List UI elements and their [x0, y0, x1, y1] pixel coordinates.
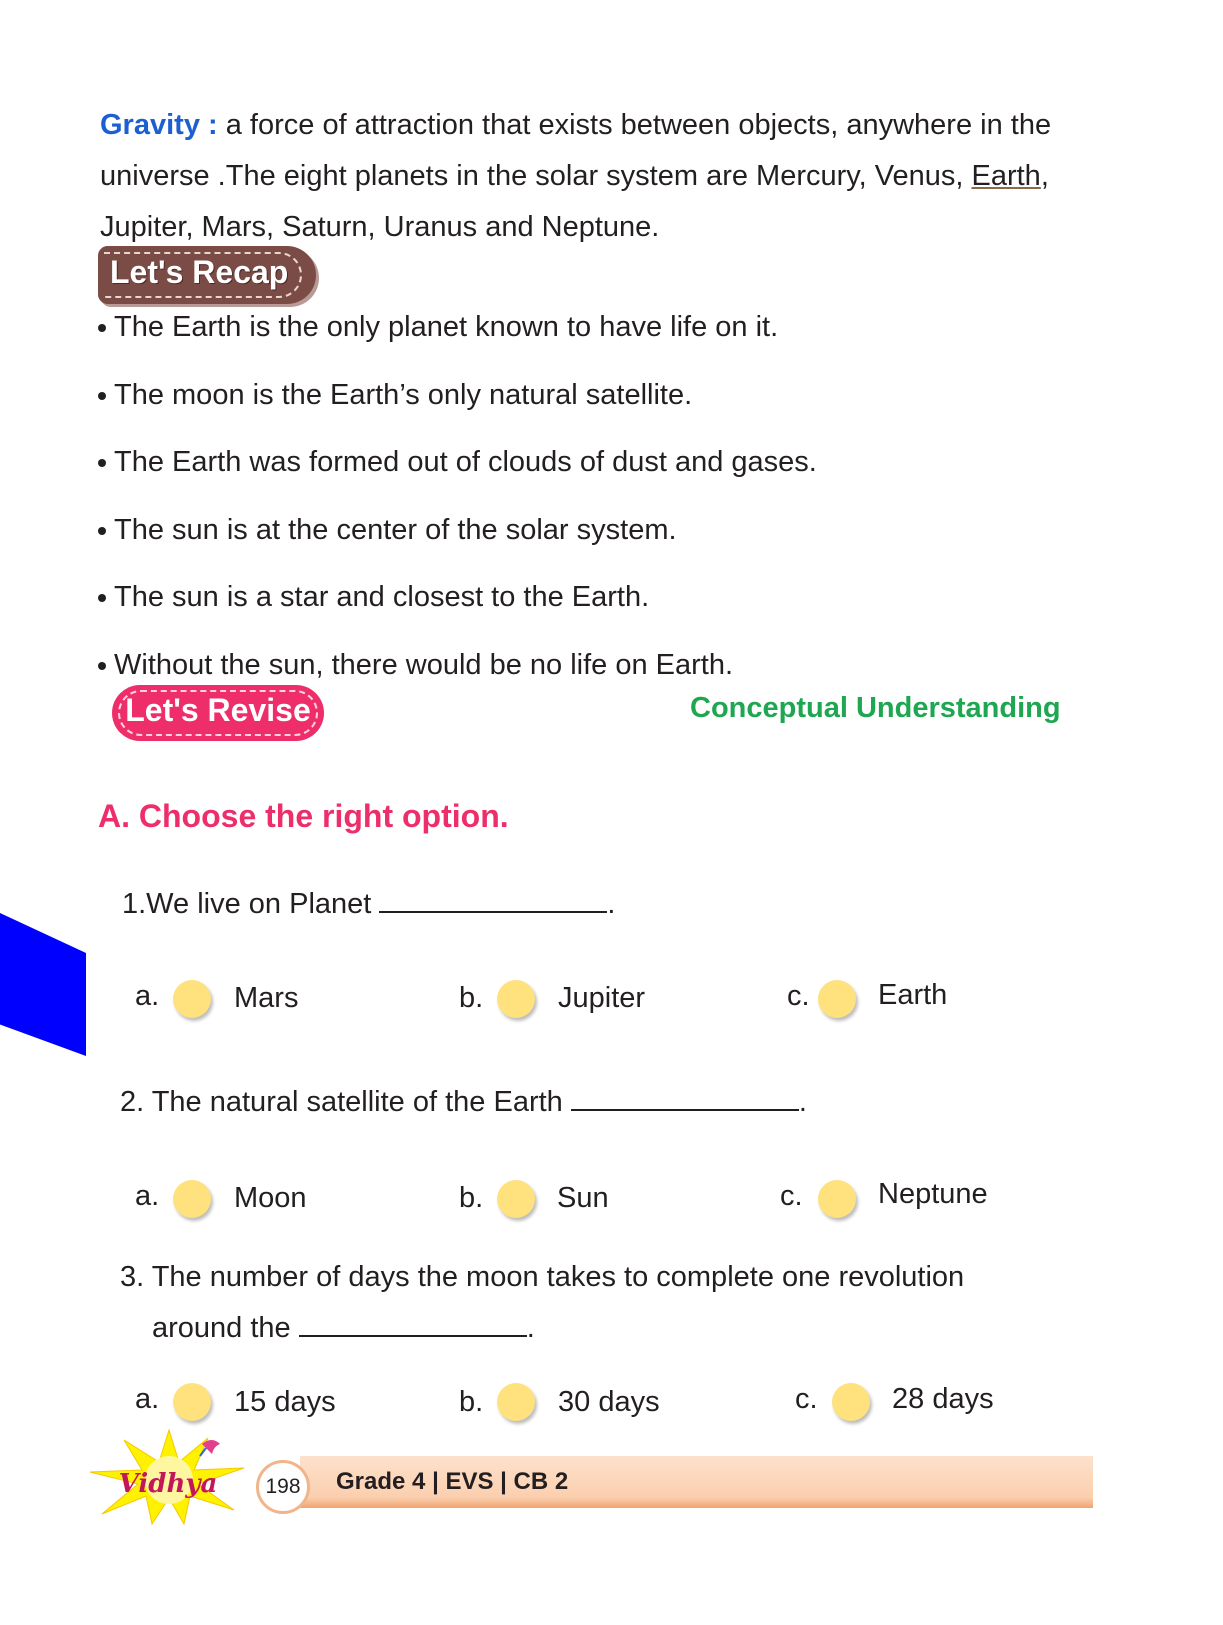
side-tab-decoration — [0, 913, 86, 1056]
vidhya-sun-logo-icon — [84, 1426, 254, 1526]
bullet-icon — [98, 459, 106, 467]
bullet-icon — [98, 594, 106, 602]
option-radio[interactable] — [497, 980, 535, 1018]
option-letter: b. — [459, 1182, 484, 1214]
bullet-icon — [98, 662, 106, 670]
conceptual-understanding-heading: Conceptual Understanding — [690, 692, 1061, 724]
option-radio[interactable] — [818, 1180, 856, 1218]
earth-word: Earth — [971, 160, 1041, 192]
recap-item: The sun is a star and closest to the Earth. — [98, 575, 998, 643]
recap-item: Without the sun, there would be no life on Earth. — [98, 643, 998, 711]
option-radio[interactable] — [173, 980, 211, 1018]
option-radio[interactable] — [497, 1180, 535, 1218]
intro-paragraph — [100, 100, 1100, 253]
option-radio[interactable] — [818, 980, 856, 1018]
bullet-icon — [98, 392, 106, 400]
lets-recap-badge — [98, 246, 316, 304]
option-label: Mars — [234, 982, 299, 1014]
option-radio[interactable] — [832, 1383, 870, 1421]
answer-blank — [379, 887, 607, 913]
option-letter: c. — [787, 980, 810, 1012]
gravity-definition: a force of attraction that exists between objects, anywhere in the universe .The eight planets in the solar system are Mercury, Venus, — [100, 109, 1052, 192]
option-label: Jupiter — [558, 982, 646, 1014]
gravity-term: Gravity : — [100, 109, 218, 141]
section-title: A. Choose the right option. — [98, 798, 509, 834]
svg-text:Vidhya: Vidhya — [118, 1469, 218, 1499]
recap-item: The Earth is the only planet known to have life on it. — [98, 305, 998, 373]
option-label: Moon — [234, 1182, 307, 1214]
option-label: Neptune — [878, 1178, 988, 1210]
option-label: 15 days — [234, 1386, 336, 1418]
option-label: 30 days — [558, 1386, 660, 1418]
question-1: 1.We live on Planet . — [122, 888, 616, 920]
option-label: Sun — [557, 1182, 609, 1214]
recap-item: The moon is the Earth’s only natural satellite. — [98, 373, 998, 441]
option-letter: a. — [135, 980, 160, 1012]
footer-title: Grade 4 | EVS | CB 2 — [336, 1468, 569, 1495]
lets-revise-badge — [112, 685, 324, 741]
option-letter: a. — [135, 1180, 160, 1212]
page-number: 198 — [256, 1460, 310, 1514]
option-letter: c. — [780, 1180, 803, 1212]
lets-revise-label: Let's Revise — [125, 692, 311, 728]
recap-item: The Earth was formed out of clouds of dust and gases. — [98, 440, 998, 508]
option-radio[interactable] — [173, 1180, 211, 1218]
lets-recap-label: Let's Recap — [110, 254, 289, 290]
option-letter: b. — [459, 982, 484, 1014]
bullet-icon — [98, 527, 106, 535]
recap-list — [98, 305, 998, 710]
option-label: Earth — [878, 979, 948, 1011]
question-3: 3. The number of days the moon takes to complete one revolution — [120, 1261, 965, 1293]
option-letter: b. — [459, 1386, 484, 1418]
answer-blank — [299, 1311, 527, 1337]
option-letter: a. — [135, 1383, 160, 1415]
recap-item: The sun is at the center of the solar system. — [98, 508, 998, 576]
option-letter: c. — [795, 1383, 818, 1415]
planet-list-rest: , Jupiter, Mars, Saturn, Uranus and Neptune. — [100, 160, 1049, 243]
answer-blank — [571, 1085, 799, 1111]
question-3-line-2: around the . — [152, 1312, 535, 1344]
bullet-icon — [98, 324, 106, 332]
option-radio[interactable] — [173, 1383, 211, 1421]
option-radio[interactable] — [497, 1383, 535, 1421]
question-2: 2. The natural satellite of the Earth . — [120, 1086, 807, 1118]
option-label: 28 days — [892, 1383, 994, 1415]
